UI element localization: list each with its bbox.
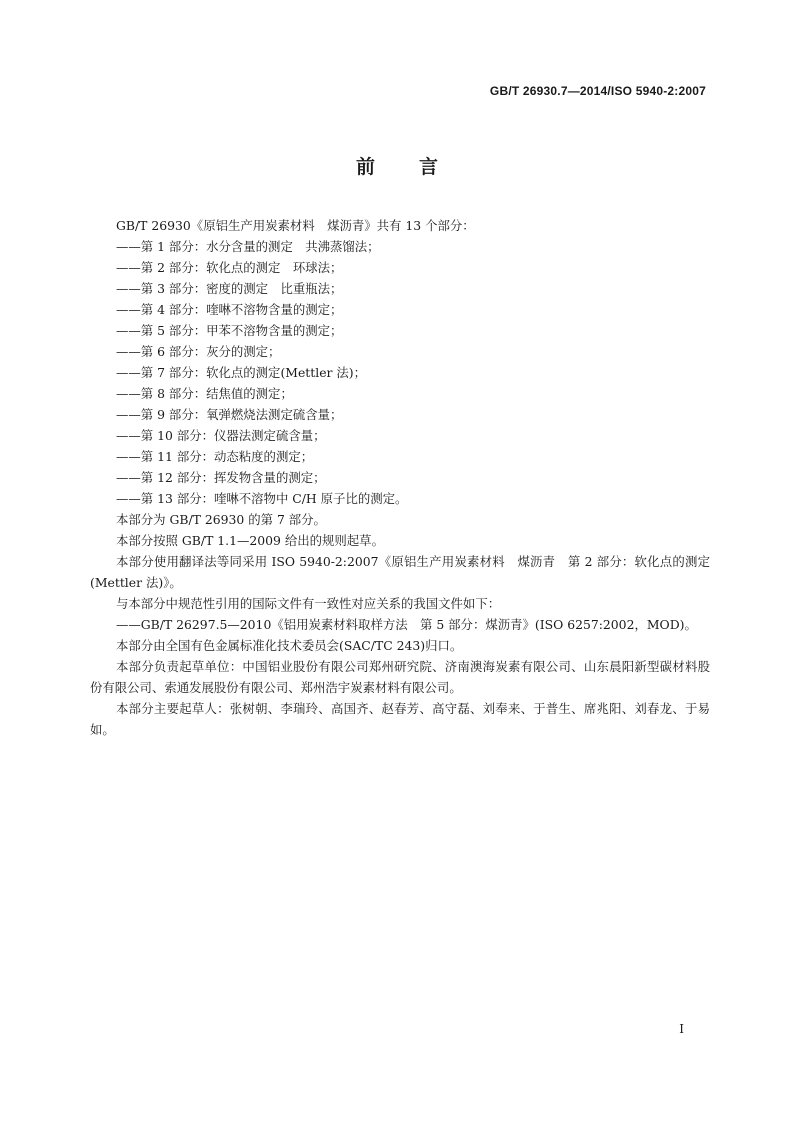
part-list-item: ——第 4 部分：喹啉不溶物含量的测定； xyxy=(116,302,343,317)
correspondence-intro: 与本部分中规范性引用的国际文件有一致性对应关系的我国文件如下： xyxy=(116,596,501,611)
part-list-item: ——第 1 部分：水分含量的测定 共沸蒸馏法； xyxy=(116,239,380,254)
part-list-item: ——第 8 部分：结焦值的测定； xyxy=(116,386,293,401)
standard-code-header: GB/T 26930.7—2014/ISO 5940-2:2007 xyxy=(489,84,706,98)
part-list-item: ——第 9 部分：氧弹燃烧法测定硫含量； xyxy=(116,407,343,422)
part-list-item: ——第 12 部分：挥发物含量的测定； xyxy=(116,470,326,485)
page-title: 前言 xyxy=(355,156,482,178)
drafting-rules: 本部分按照 GB/T 1.1—2009 给出的规则起草。 xyxy=(116,533,384,548)
part-list-item: ——第 7 部分：软化点的测定(Mettler 法)； xyxy=(116,365,367,380)
part-list-item: ——第 2 部分：软化点的测定 环球法； xyxy=(116,260,343,275)
adoption-statement: 本部分使用翻译法等同采用 ISO 5940-2:2007《原铝生产用炭素材料 煤沥青 第 2 部分：软化点的测定(Mettler 法)》。 xyxy=(90,554,710,590)
drafters: 本部分主要起草人：张树朝、李瑞玲、高国齐、赵春芳、高守磊、刘奉来、于普生、席兆阳、刘春龙、于易如。 xyxy=(90,701,710,737)
drafting-units: 本部分负责起草单位：中国铝业股份有限公司郑州研究院、济南澳海炭素有限公司、山东晨阳新型碳材料股份有限公司、索通发展股份有限公司、郑州浩宇炭素材料有限公司。 xyxy=(90,659,710,695)
part-list-item: ——第 11 部分：动态粘度的测定； xyxy=(116,449,314,464)
responsible-committee: 本部分由全国有色金属标准化技术委员会(SAC/TC 243)归口。 xyxy=(116,638,463,653)
part-list-item: ——第 10 部分：仪器法测定硫含量； xyxy=(116,428,326,443)
correspondence-item: ——GB/T 26297.5—2010《铝用炭素材料取样方法 第 5 部分：煤沥青》(ISO 6257:2002，MOD)。 xyxy=(116,617,697,632)
part-list-item: ——第 13 部分：喹啉不溶物中 C/H 原子比的测定。 xyxy=(116,491,408,506)
part-statement: 本部分为 GB/T 26930 的第 7 部分。 xyxy=(116,512,326,527)
part-list-item: ——第 3 部分：密度的测定 比重瓶法； xyxy=(116,281,343,296)
part-list-item: ——第 5 部分：甲苯不溶物含量的测定； xyxy=(116,323,343,338)
page-number: I xyxy=(679,1022,684,1036)
part-list-item: ——第 6 部分：灰分的测定； xyxy=(116,344,281,359)
foreword-body xyxy=(90,215,710,740)
intro-paragraph: GB/T 26930《原铝生产用炭素材料 煤沥青》共有 13 个部分： xyxy=(116,218,475,233)
